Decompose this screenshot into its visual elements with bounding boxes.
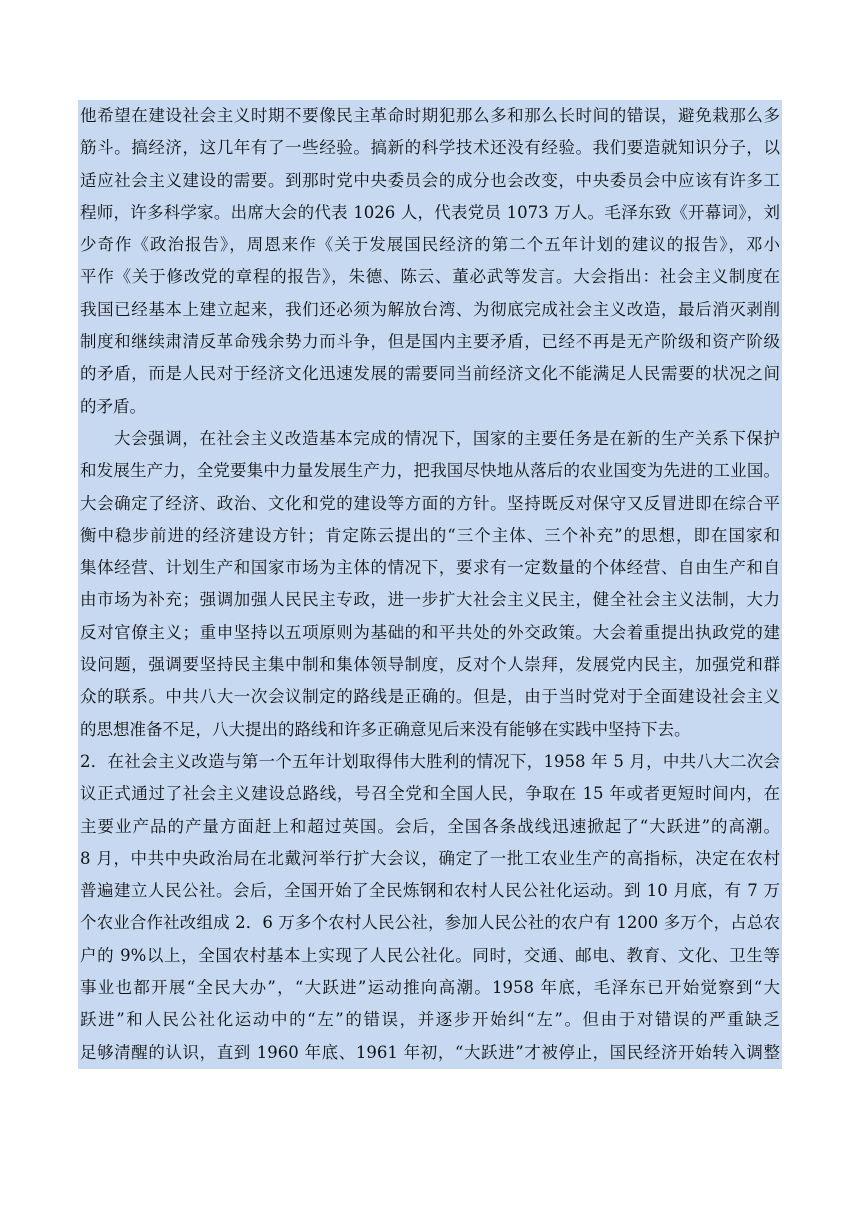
text-line: 适应社会主义建设的需要。到那时党中央委员会的成分也会改变，中央委员会中应该有许多工 — [80, 170, 780, 190]
text-line: 反对官僚主义；重申坚持以五项原则为基础的和平共处的外交政策。大会着重提出执政党的建 — [80, 622, 780, 642]
text-line: 8 月，中共中央政治局在北戴河举行扩大会议，确定了一批工农业生产的高指标，决定在农村 — [80, 848, 780, 868]
text-line: 我国已经基本上建立起来，我们还必须为解放台湾、为彻底完成社会主义改造，最后消灭剥削 — [80, 299, 780, 319]
text-line: 跃进”和人民公社化运动中的“左”的错误，并逐步开始纠“左”。但由于对错误的严重缺乏 — [80, 1010, 780, 1030]
text-line: 主要业产品的产量方面赶上和超过英国。会后，全国各条战线迅速掀起了“大跃进”的高潮。 — [80, 816, 780, 836]
text-line: 户的 9%以上，全国农村基本上实现了人民公社化。同时，交通、邮电、教育、文化、卫生等 — [80, 945, 780, 965]
text-line: 普遍建立人民公社。会后，全国开始了全民炼钢和农村人民公社化运动。到 10 月底，有 7 万 — [80, 881, 780, 901]
text-line: 的思想准备不足，八大提出的路线和许多正确意见后来没有能够在实践中坚持下去。 — [80, 719, 691, 739]
text-line: 众的联系。中共八大一次会议制定的路线是正确的。但是，由于当时党对于全面建设社会主义 — [80, 687, 780, 707]
text-line: 设问题，强调要坚持民主集中制和集体领导制度，反对个人崇拜，发展党内民主，加强党和群 — [80, 655, 780, 675]
text-line: 少奇作《政治报告》，周恩来作《关于发展国民经济的第二个五年计划的建议的报告》，邓小 — [80, 235, 780, 255]
text-line: 由市场为补充；强调加强人民民主专政，进一步扩大社会主义民主，健全社会主义法制，大力 — [80, 590, 780, 610]
text-line: 的矛盾，而是人民对于经济文化迅速发展的需要同当前经济文化不能满足人民需要的状况之间 — [80, 364, 780, 384]
text-line: 衡中稳步前进的经济建设方针；肯定陈云提出的“三个主体、三个补充”的思想，即在国家和 — [80, 525, 780, 545]
text-line: 议正式通过了社会主义建设总路线，号召全党和全国人民，争取在 15 年或者更短时间内，在 — [80, 784, 780, 804]
text-line: 大会强调，在社会主义改造基本完成的情况下，国家的主要任务是在新的生产关系下保护 — [114, 428, 780, 448]
text-line: 集体经营、计划生产和国家市场为主体的情况下，要求有一定数量的个体经营、自由生产和自 — [80, 558, 780, 578]
text-line: 个农业合作社改组成 2．6 万多个农村人民公社，参加人民公社的农户有 1200 多万个，占总农 — [80, 913, 780, 933]
text-line: 制度和继续肃清反革命残余势力而斗争，但是国内主要矛盾，已经不再是无产阶级和资产阶级 — [80, 332, 780, 352]
text-line: 平作《关于修改党的章程的报告》，朱德、陈云、董必武等发言。大会指出：社会主义制度在 — [80, 267, 780, 287]
text-line: 程师，许多科学家。出席大会的代表 1026 人，代表党员 1073 万人。毛泽东致《开幕词》，刘 — [80, 202, 780, 222]
highlighted-text-block — [78, 100, 782, 1069]
text-line: 筋斗。搞经济，这几年有了一些经验。搞新的科学技术还没有经验。我们要造就知识分子，以 — [80, 138, 780, 158]
text-line: 大会确定了经济、政治、文化和党的建设等方面的方针。坚持既反对保守又反冒进即在综合平 — [80, 493, 780, 513]
text-line: 他希望在建设社会主义时期不要像民主革命时期犯那么多和那么长时间的错误，避免栽那么多 — [80, 106, 780, 125]
text-line: 和发展生产力，全党要集中力量发展生产力，把我国尽快地从落后的农业国变为先进的工业国。 — [80, 461, 780, 481]
text-line: 的矛盾。 — [80, 396, 146, 416]
text-line: 足够清醒的认识，直到 1960 年底、1961 年初，“大跃进”才被停止，国民经济开始转入调整 — [80, 1042, 780, 1062]
text-line: 事业也都开展“全民大办”，“大跃进”运动推向高潮。1958 年底，毛泽东已开始觉察到“大 — [80, 978, 780, 998]
text-line: 2．在社会主义改造与第一个五年计划取得伟大胜利的情况下，1958 年 5 月，中共八大二次会 — [80, 751, 780, 771]
